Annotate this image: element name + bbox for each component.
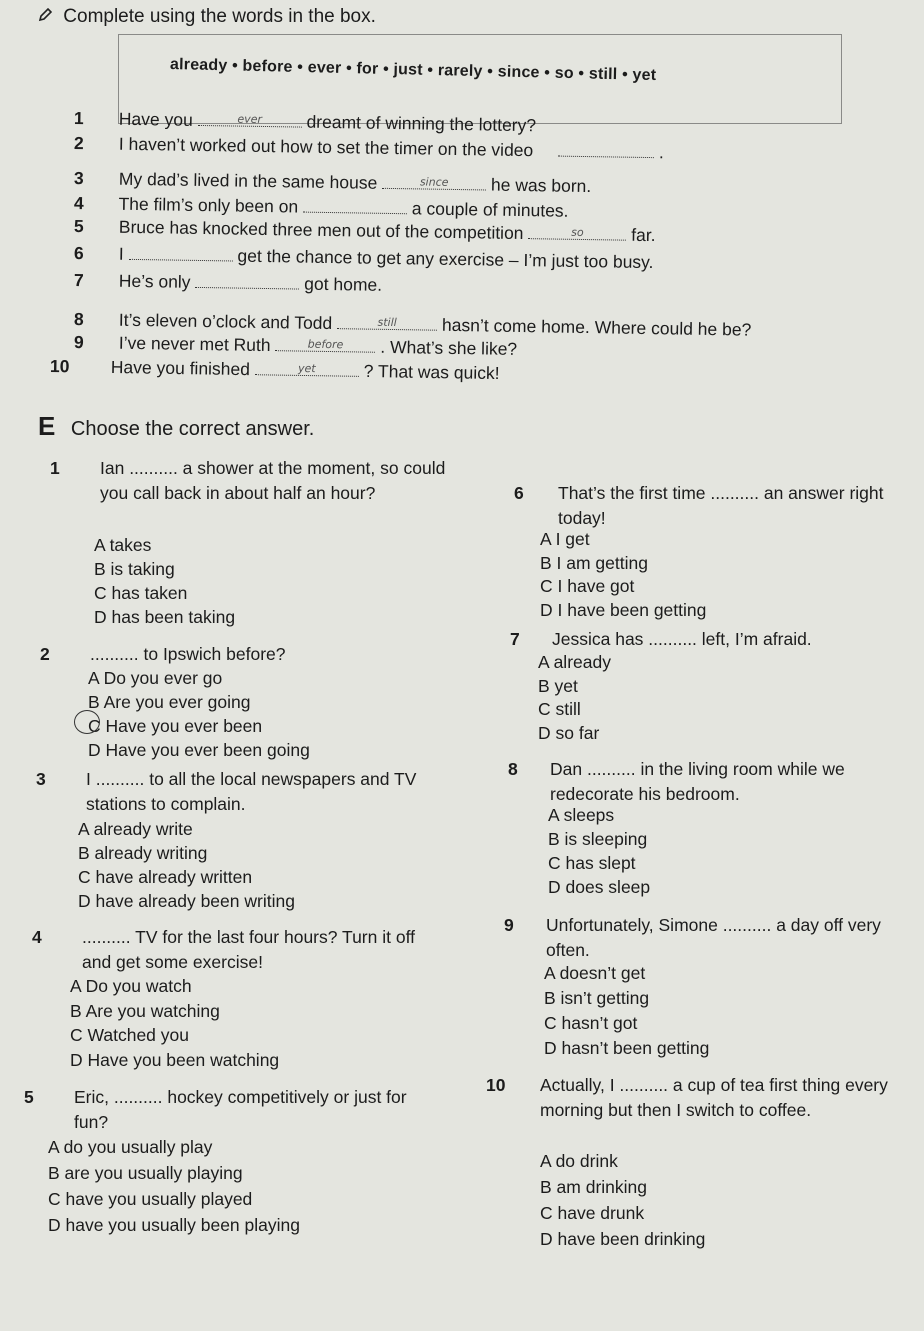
list-item: 6 I get the chance to get any exercise – I’m just too busy.: [73, 243, 654, 273]
option[interactable]: D does sleep: [548, 877, 651, 897]
question-6-options: [540, 528, 706, 622]
answer-blank[interactable]: ever: [198, 111, 302, 128]
question-8-options: [548, 803, 650, 899]
question-6: 6 That’s the first time .......... an answer right today!: [514, 481, 884, 530]
option[interactable]: B am drinking: [540, 1177, 647, 1197]
question-4-options: [70, 974, 279, 1072]
option[interactable]: A do you usually play: [48, 1137, 213, 1157]
option[interactable]: C still: [538, 699, 581, 719]
question-stem: Dan .......... in the living room while we redecorate his bedroom.: [550, 759, 845, 804]
list-item: 5 Bruce has knocked three men out of the competition so far.: [73, 216, 656, 246]
option[interactable]: D Have you ever been going: [88, 740, 310, 760]
question-stem: Jessica has .......... left, I’m afraid.: [552, 629, 812, 649]
question-9-options: [544, 961, 709, 1061]
list-item: 10 Have you finished yet ? That was quick!: [49, 356, 500, 384]
option[interactable]: C Watched you: [70, 1025, 189, 1045]
list-item: 3 My dad’s lived in the same house since he was born.: [73, 168, 592, 197]
option[interactable]: C have already written: [78, 867, 253, 887]
answer-blank[interactable]: so: [528, 224, 626, 241]
section-e-heading: [38, 411, 314, 442]
option[interactable]: C have you usually played: [48, 1189, 253, 1209]
word-list: already • before • ever • for • just • rarely • since • so • still • yet: [169, 56, 657, 85]
option[interactable]: A I get: [540, 529, 590, 549]
list-item: 2 I haven’t worked out how to set the timer on the video .: [73, 133, 664, 163]
option[interactable]: D hasn’t been getting: [544, 1038, 710, 1058]
question-stem: I .......... to all the local newspapers and TV stations to complain.: [86, 769, 417, 814]
question-3: 3 I .......... to all the local newspapers and TV stations to complain.: [36, 767, 436, 816]
question-7: 7 Jessica has .......... left, I’m afraid.: [510, 627, 880, 652]
option[interactable]: A takes: [94, 535, 152, 555]
question-stem: Unfortunately, Simone .......... a day off very often.: [546, 915, 881, 960]
option[interactable]: D Have you been watching: [70, 1049, 280, 1070]
option[interactable]: C have drunk: [540, 1203, 645, 1223]
section-d-instruction: Complete using the words in the box.: [63, 6, 376, 27]
option[interactable]: B isn’t getting: [544, 988, 650, 1008]
option[interactable]: B Are you watching: [70, 1000, 220, 1021]
list-item: 1 Have you ever dreamt of winning the lottery?: [73, 108, 537, 136]
option[interactable]: B already writing: [78, 843, 208, 863]
question-stem: Ian .......... a shower at the moment, so could you call back in about half an hour?: [100, 458, 446, 503]
option[interactable]: C I have got: [540, 576, 635, 596]
option[interactable]: C has slept: [548, 853, 636, 873]
option[interactable]: C has taken: [94, 583, 188, 603]
option[interactable]: D has been taking: [94, 607, 236, 627]
option[interactable]: B Are you ever going: [88, 692, 251, 712]
option[interactable]: B is sleeping: [548, 829, 648, 849]
question-7-options: [538, 651, 611, 745]
option[interactable]: D I have been getting: [540, 599, 707, 620]
option[interactable]: A sleeps: [548, 805, 615, 825]
answer-blank[interactable]: [195, 273, 299, 290]
option[interactable]: B yet: [538, 675, 578, 696]
option[interactable]: D have already been writing: [78, 891, 295, 911]
option[interactable]: A doesn’t get: [544, 963, 646, 983]
answer-blank[interactable]: still: [337, 314, 437, 331]
section-d-heading: [38, 6, 376, 28]
question-9: 9 Unfortunately, Simone .......... a day off very often.: [504, 913, 884, 962]
answer-blank[interactable]: yet: [255, 360, 359, 377]
question-8: 8 Dan .......... in the living room while we redecorate his bedroom.: [508, 757, 878, 806]
option[interactable]: B is taking: [94, 559, 175, 579]
option[interactable]: D have you usually been playing: [48, 1215, 300, 1235]
pencil-icon: [38, 6, 52, 20]
question-5: 5 Eric, .......... hockey competitively or just for fun?: [24, 1085, 424, 1134]
option[interactable]: B I am getting: [540, 552, 648, 573]
section-e-letter: E: [38, 411, 56, 441]
answer-blank[interactable]: [129, 245, 233, 262]
question-stem: That’s the first time .......... an answer right today!: [558, 483, 884, 528]
answer-blank[interactable]: before: [275, 336, 375, 353]
question-3-options: [78, 817, 295, 913]
option[interactable]: A already write: [78, 819, 193, 839]
question-1: 1 Ian .......... a shower at the moment, so could you call back in about half an hour?: [50, 456, 450, 505]
question-5-options: [48, 1134, 300, 1238]
question-10-options: [540, 1148, 705, 1252]
question-stem: Actually, I .......... a cup of tea first thing every morning but then I switch to coffee.: [540, 1075, 888, 1120]
question-10: 10 Actually, I .......... a cup of tea first thing every morning but then I switch to coffee.: [486, 1073, 896, 1122]
answer-blank[interactable]: since: [382, 174, 486, 191]
option[interactable]: B are you usually playing: [48, 1163, 243, 1183]
option[interactable]: C Have you ever been: [88, 716, 263, 736]
question-stem: .......... to Ipswich before?: [90, 644, 286, 664]
section-e-instruction: Choose the correct answer.: [70, 418, 315, 440]
answer-circle: [74, 710, 100, 734]
question-stem: .......... TV for the last four hours? Turn it off and get some exercise!: [82, 927, 415, 972]
list-item: 9 I’ve never met Ruth before . What’s she like?: [73, 332, 518, 359]
question-4: 4 .......... TV for the last four hours? Turn it off and get some exercise!: [32, 925, 432, 974]
option[interactable]: A do drink: [540, 1151, 618, 1171]
option[interactable]: A already: [538, 652, 611, 672]
option[interactable]: C hasn’t got: [544, 1013, 638, 1033]
question-2: 2 .......... to Ipswich before?: [40, 642, 440, 667]
option[interactable]: A Do you ever go: [88, 668, 223, 688]
answer-blank[interactable]: [303, 198, 407, 215]
option[interactable]: D so far: [538, 722, 600, 743]
question-stem: Eric, .......... hockey competitively or just for fun?: [74, 1087, 407, 1132]
question-1-options: [94, 533, 235, 629]
option[interactable]: D have been drinking: [540, 1229, 706, 1249]
list-item: 4 The film’s only been on a couple of minutes.: [73, 193, 569, 221]
question-2-options: [88, 666, 310, 762]
list-item: 8 It’s eleven o’clock and Todd still hasn’t come home. Where could he be?: [73, 309, 752, 340]
option[interactable]: A Do you watch: [70, 976, 192, 996]
answer-blank[interactable]: [558, 142, 654, 159]
list-item: 7 He’s only got home.: [73, 270, 383, 295]
